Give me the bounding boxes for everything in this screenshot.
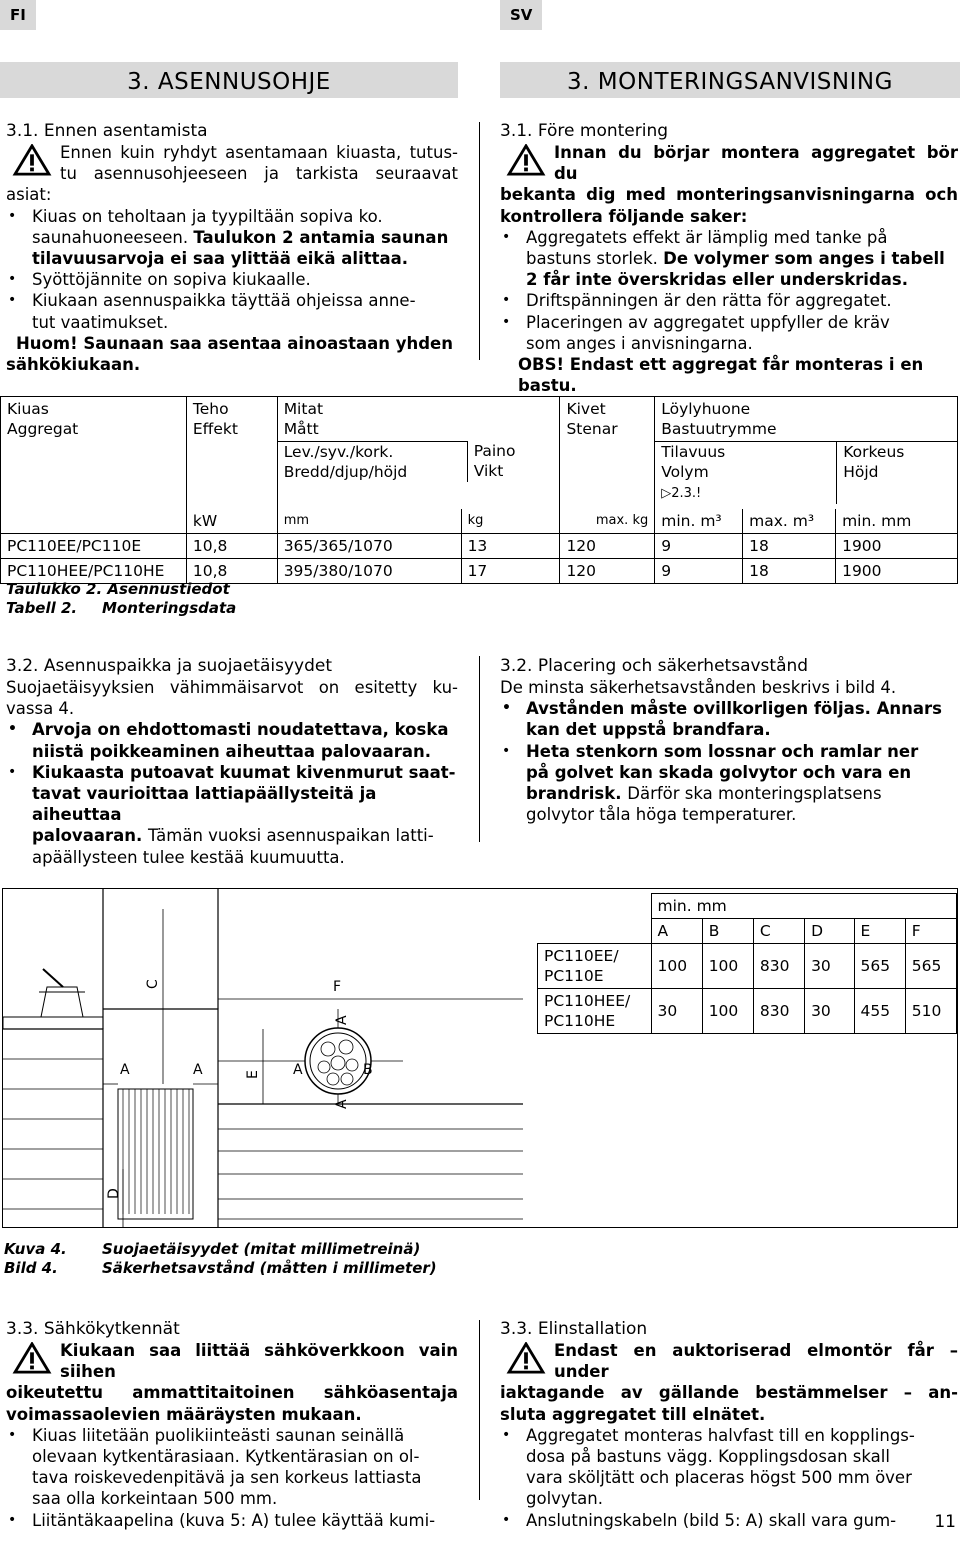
sv-s31-note: OBS! Endast ett aggregat får monteras i en bastu.	[518, 355, 924, 396]
label-a: A	[193, 1062, 203, 1078]
warning-icon	[506, 1342, 546, 1374]
th-stones: Kivet Stenar	[560, 397, 655, 510]
label-a: A	[120, 1062, 130, 1078]
page-number: 11	[934, 1512, 956, 1532]
sv-s32-bullet1: • Avstånden måste ovillkorligen följas. Annars kan det uppstå brandfara.	[500, 698, 958, 740]
label-b: B	[363, 1062, 373, 1078]
warning-icon	[12, 144, 52, 176]
label-a: A	[334, 1015, 350, 1025]
fi-s31-warn-line1: Ennen kuin ryhdyt asentamaan kiuasta, tutus-	[60, 143, 458, 162]
label-a: A	[334, 1099, 350, 1109]
fi-s32-title: 3.2. Asennuspaikka ja suojaetäisyydet	[6, 656, 332, 676]
sv-s31-warn-line2: bekanta dig med monteringsanvisningarna och	[500, 185, 958, 205]
figure-4-caption: Kuva 4. Suojaetäisyydet (mitat millimetreinä) Bild 4. Säkerhetsavstånd (måtten i millimeter)	[4, 1240, 437, 1277]
table-row: PC110HEE/ PC110HE 30 100 830 30 455 510	[538, 989, 957, 1034]
table-row: PC110EE/ PC110E 100 100 830 30 565 565	[538, 944, 957, 989]
sv-s32-p1: De minsta säkerhetsavstånden beskrivs i bild 4.	[500, 678, 897, 697]
label-a: A	[293, 1062, 303, 1078]
fi-s31-bullet3: • Kiukaan asennuspaikka täyttää ohjeissa anne- tut vaatimukset.	[6, 290, 458, 332]
sv-s31-title: 3.1. Före montering	[500, 121, 669, 141]
fi-s33-warn-line2: oikeutettu ammattitaitoinen sähköasentaja	[6, 1383, 458, 1403]
fi-s31-bullet1: • Kiuas on teholtaan ja tyypiltään sopiva ko. saunahuoneeseen. Taulukon 2 antamia saunan tilavuusarvoja ei saa ylittää eikä alittaa.	[6, 206, 458, 270]
table-2-caption: Taulukko 2. Asennustiedot Tabell 2. Monteringsdata	[6, 580, 237, 617]
sauna-diagram	[3, 889, 523, 1227]
sv-s31-warn-line3: kontrollera följande saker:	[500, 206, 748, 226]
lang-tab-sv: SV	[500, 0, 542, 30]
sv-s32-title: 3.2. Placering och säkerhetsavstånd	[500, 656, 809, 676]
sv-section-3-1	[500, 120, 958, 396]
figure-4	[2, 888, 958, 1228]
header-sv: 3. MONTERINGSANVISNING	[500, 62, 960, 98]
table-2	[0, 396, 958, 584]
sv-s31-bullet1: • Aggregatets effekt är lämplig med tanke på bastuns storlek. De volymer som anges i tabell 2 får inte överskridas eller underskridas.	[500, 227, 958, 291]
fi-s31-bullet2: • Syöttöjännite on sopiva kiukaalle.	[6, 269, 458, 290]
lang-tab-fi: FI	[0, 0, 36, 30]
sv-s31-bullet2: • Driftspänningen är den rätta för aggregatet.	[500, 290, 958, 311]
sv-s33-warn-line2: iaktagande av gällande bestämmelser – an-	[500, 1383, 958, 1403]
sv-s33-title: 3.3. Elinstallation	[500, 1319, 648, 1339]
label-c: C	[145, 979, 161, 989]
column-divider	[479, 656, 480, 842]
sv-s33-bullet2: • Anslutningskabeln (bild 5: A) skall vara gum-	[500, 1510, 958, 1531]
fi-s33-bullet1: • Kiuas liitetään puolikiinteästi saunan seinällä olevaan kytkentärasiaan. Kytkentärasian on ol- tava roiskevedenpitävä ja sen korkeus lattiasta saa olla korkeintaan 500 mm.	[6, 1425, 458, 1510]
table-row: PC110EE/PC110E 10,8 365/365/1070 13 120 9 18 1900	[1, 534, 958, 559]
label-e: E	[245, 1070, 261, 1079]
column-divider	[479, 122, 480, 360]
fi-s31-warn-line3: asiat:	[6, 185, 52, 205]
fi-s31-note2: sähkökiukaan.	[6, 355, 141, 375]
table-units-row: kW mm kg max. kg min. m³ max. m³ min. mm	[1, 509, 958, 534]
fi-section-3-2	[6, 655, 458, 868]
label-d: D	[106, 1188, 122, 1199]
fi-s32-p1: Suojaetäisyyksien vähimmäisarvot on esitetty ku-	[6, 678, 458, 697]
fig-table-header: min. mm	[651, 894, 957, 919]
th-room: Löylyhuone Bastuutrymme Tilavuus Volym ▷2.3.! Korkeus Höjd	[655, 397, 958, 510]
fi-section-3-3	[6, 1318, 458, 1531]
sv-s32-bullet2: • Heta stenkorn som lossnar och ramlar ner på golvet kan skada golvytor och vara en brandrisk. Därför ska monteringsplatsens golvytor tåla höga temperaturer.	[500, 741, 958, 826]
warning-icon	[12, 1342, 52, 1374]
sv-s33-warn-line1: Endast en auktoriserad elmontör får – under	[554, 1341, 958, 1382]
fi-section-3-1	[6, 120, 458, 375]
th-model: Kiuas Aggregat	[1, 397, 187, 510]
sv-section-3-2	[500, 655, 958, 825]
fi-s33-title: 3.3. Sähkökytkennät	[6, 1319, 180, 1339]
fi-s31-note1: Huom! Saunaan saa asentaa ainoastaan yhden	[16, 333, 453, 353]
sv-s33-bullet1: • Aggregatet monteras halvfast till en kopplings- dosa på bastuns vägg. Kopplingsdosan skall vara sköljtätt och placeras högst 500 mm över golvytan.	[500, 1425, 958, 1510]
fi-s32-bullet1: • Arvoja on ehdottomasti noudatettava, koska niistä poikkeaminen aiheuttaa palovaaran.	[6, 719, 458, 761]
sv-s33-warn-line3: sluta aggregatet till elnätet.	[500, 1404, 766, 1424]
fi-s32-bullet2: • Kiukaasta putoavat kuumat kivenmurut saat- tavat vaurioittaa lattiapäällysteitä ja aiheuttaa palovaaran. Tämän vuoksi asennuspaikan latti- apäällysteen tulee kestää kuumuutta.	[6, 762, 458, 868]
label-f: F	[333, 979, 342, 995]
figure-4-table: min. mm A B C D E F PC110EE/ PC110E 100 100 830 30 565 565 PC110HEE/ PC110HE 30 100 830 30 455 510	[537, 893, 957, 1034]
sv-s31-bullet3: • Placeringen av aggregatet uppfyller de kräv som anges i anvisningarna.	[500, 312, 958, 354]
header-fi: 3. ASENNUSOHJE	[0, 62, 458, 98]
warning-icon	[506, 144, 546, 176]
table-header-row	[1, 397, 958, 510]
table-row: PC110HEE/PC110HE 10,8 395/380/1070 17 120 9 18 1900	[1, 559, 958, 584]
fi-s33-bullet2: • Liitäntäkaapelina (kuva 5: A) tulee käyttää kumi-	[6, 1510, 458, 1531]
th-power: Teho Effekt	[186, 397, 277, 510]
fi-s33-warn-line1: Kiukaan saa liittää sähköverkkoon vain siihen	[60, 1341, 458, 1382]
sv-s31-warn-line1: Innan du börjar montera aggregatet bör du	[554, 143, 958, 184]
th-dims-weight: Mitat Mått Lev./syv./kork. Bredd/djup/höjd Paino Vikt	[277, 397, 560, 510]
fi-s31-title: 3.1. Ennen asentamista	[6, 121, 208, 141]
sv-section-3-3	[500, 1318, 958, 1531]
column-divider	[479, 1320, 480, 1500]
fi-s33-warn-line3: voimassaolevien määräysten mukaan.	[6, 1404, 362, 1424]
fi-s32-p2: vassa 4.	[6, 699, 75, 719]
fi-s31-warn-line2: tu asennusohjeeseen ja tarkista seuraavat	[60, 164, 458, 184]
